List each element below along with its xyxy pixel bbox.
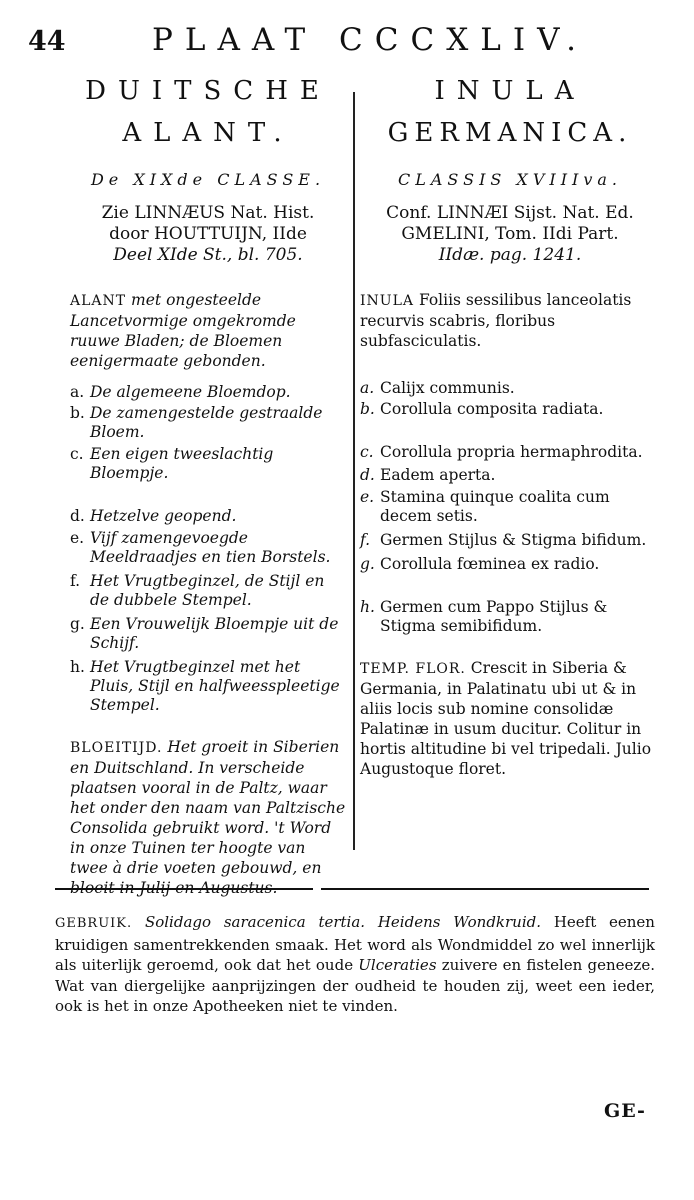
dutch-flowering-text: Het groeit in Siberien en Duitschland. In verscheide plaatsen vooral in de Paltz, waar het onder den naam van Paltzische Consolida gebruikt word. 't Word in onze Tuinen ter hoogte van twee à drie voeten gebouwd, en bloeit in Julij en Augustus. <box>70 738 346 897</box>
latin-description <box>360 290 660 351</box>
list-item: g. Een Vrouwelijk Bloempje uit de Schijf. <box>70 615 339 652</box>
latin-description-text: Foliis sessilibus lanceolatis recurvis scabris, floribus subfasciculatis. <box>360 291 632 350</box>
list-item: c. Een eigen tweeslachtig Bloempje. <box>70 445 274 482</box>
dutch-description <box>70 290 346 371</box>
dutch-description-lead: ALANT <box>70 293 127 309</box>
latin-reference-line-2: GMELINI, Tom. IIdi Part. <box>401 224 619 244</box>
dutch-class-line: De XIXde CLASSE. <box>90 170 326 189</box>
usage-lead: GEBRUIK. <box>55 916 133 931</box>
list-item: f. Het Vrugtbeginzel, de Stijl en de dubbele Stempel. <box>70 572 325 609</box>
page-number: 44 <box>28 26 66 57</box>
separator-rule-left <box>55 888 313 890</box>
list-item: h. Germen cum Pappo Stijlus & Stigma semibifidum. <box>360 598 608 635</box>
latin-flowering-time <box>360 658 660 779</box>
list-item: c. Corollula propria hermaphrodita. <box>360 443 643 461</box>
dutch-reference <box>70 203 346 266</box>
usage-plant-names: Solidago saracenica tertia. Heidens Wondkruid. <box>144 913 542 931</box>
latin-flowering-lead: TEMP. FLOR. <box>360 661 466 677</box>
separator-rule-right <box>321 888 649 890</box>
dutch-description-text: met ongesteelde Lancetvormige omgekromde ruuwe Bladen; de Bloemen eenigermaate gebonden. <box>70 291 296 370</box>
dutch-reference-line-2: door HOUTTUIJN, IIde <box>109 224 307 244</box>
latin-column <box>360 70 660 779</box>
latin-title-line-1: INULA <box>434 76 586 106</box>
list-item: g. Corollula fœminea ex radio. <box>360 555 600 573</box>
latin-reference <box>360 203 660 266</box>
catchword: GE- <box>604 1100 646 1122</box>
dutch-reference-line-3: Deel XIde St., bl. 705. <box>113 245 303 265</box>
separator-rules <box>55 888 649 892</box>
latin-flowering-text: Crescit in Siberia & Germania, in Palatinatu ubi ut & in aliis locis sub nomine consolidæ Palatinæ in usum ducitur. Colitur in hortis altitudine bi vel tripedali. Julio Augustoque floret. <box>360 659 652 778</box>
list-item: h. Het Vrugtbeginzel met het Pluis, Stijl en halfweesspleetige Stempel. <box>70 658 340 714</box>
usage-text-2: zuivere en fistelen geneeze. Wat van diergelijke aanprijzingen der oudheid te houden zij, weet een ieder, ook is het in onze Apotheeken niet te vinden. <box>55 956 655 1015</box>
latin-parts-list <box>360 379 660 636</box>
list-item: e. Stamina quinque coalita cum decem setis. <box>360 488 610 525</box>
dutch-flowering-lead: BLOEITIJD. <box>70 740 163 756</box>
list-item: d. Hetzelve geopend. <box>70 507 237 525</box>
latin-reference-line-1: Conf. LINNÆI Sijst. Nat. Ed. <box>386 203 634 223</box>
usage-text-1: Heeft eenen kruidigen samentrekkenden smaak. Het word als Wondmiddel zo wel innerlijk als uiterlijk geroemd, ook dat het oude <box>55 913 655 974</box>
dutch-parts-list <box>70 383 346 715</box>
usage-italic-term: Ulceraties <box>358 956 437 974</box>
list-item: b. Corollula composita radiata. <box>360 400 604 418</box>
list-item: f. Germen Stijlus & Stigma bifidum. <box>360 531 647 549</box>
list-item: a. Calijx communis. <box>360 379 515 397</box>
list-item: d. Eadem aperta. <box>360 466 496 484</box>
plate-title: PLAAT CCCXLIV. <box>152 22 588 58</box>
dutch-reference-line-1: Zie LINNÆUS Nat. Hist. <box>101 203 315 223</box>
column-divider <box>353 92 355 850</box>
dutch-flowering-time <box>70 737 346 898</box>
latin-title-line-2: GERMANICA. <box>387 118 633 148</box>
dutch-column <box>70 70 346 898</box>
latin-class-line: CLASSIS XVIIIva. <box>398 170 622 189</box>
dutch-title-line-1: DUITSCHE <box>85 76 331 106</box>
usage-paragraph <box>55 912 655 1017</box>
latin-reference-line-3: IIdæ. pag. 1241. <box>438 245 582 265</box>
list-item: b. De zamengestelde gestraalde Bloem. <box>70 404 323 441</box>
list-item: a. De algemeene Bloemdop. <box>70 383 291 401</box>
latin-description-lead: INULA <box>360 293 414 309</box>
list-item: e. Vijf zamengevoegde Meeldraadjes en tien Borstels. <box>70 529 331 566</box>
dutch-title-line-2: ALANT. <box>122 118 294 148</box>
